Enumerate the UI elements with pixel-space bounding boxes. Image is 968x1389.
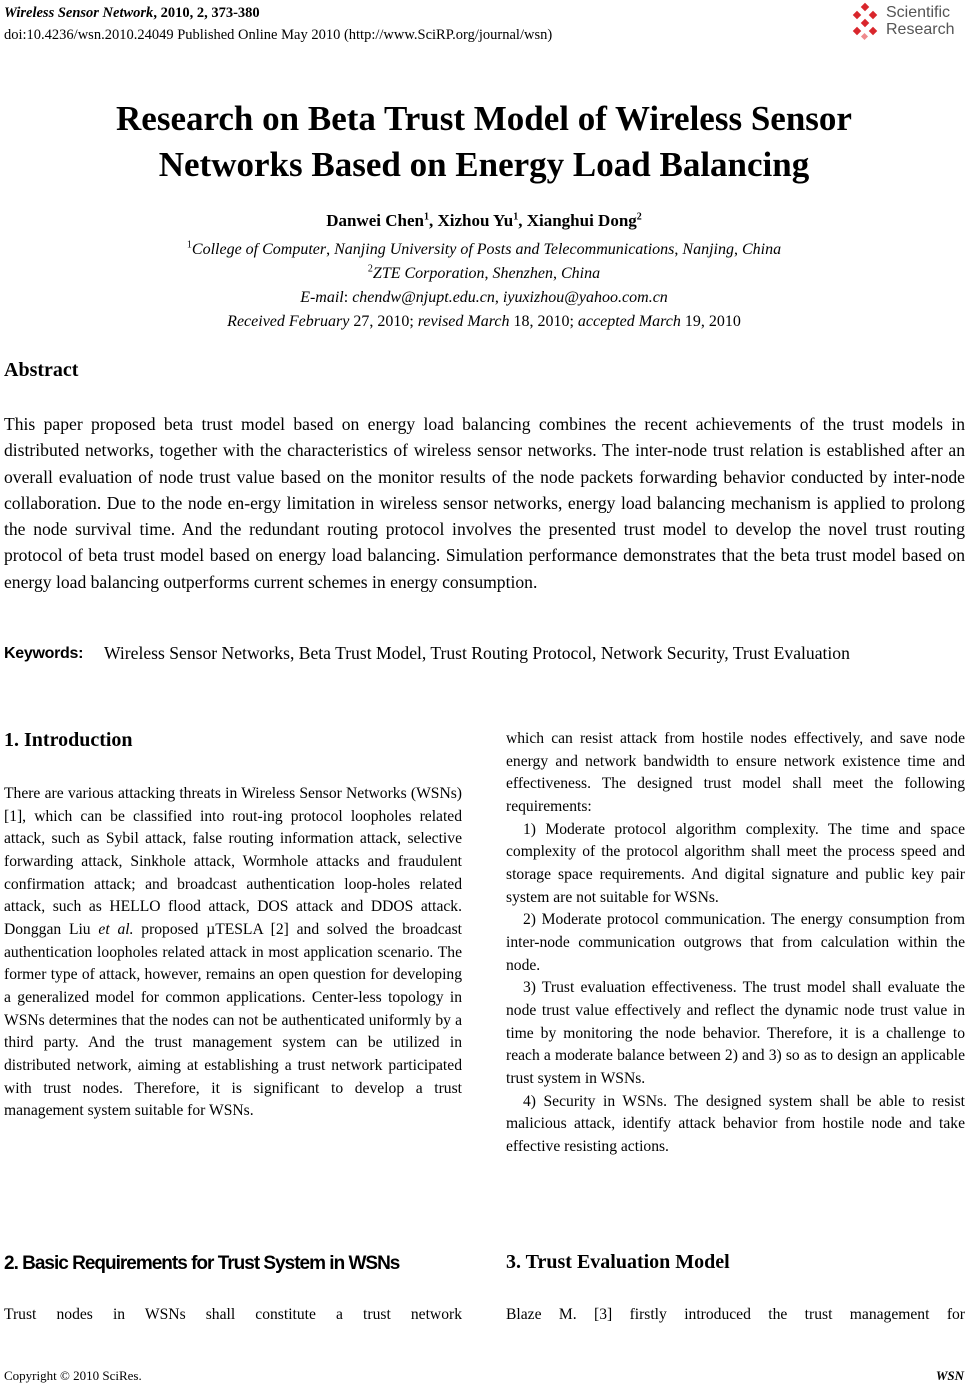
requirement-4: 4) Security in WSNs. The designed system shall be able to resist malicious attack, identify attack behavior from hostile node and take effective resisting actions. bbox=[506, 1092, 965, 1155]
affiliation-1: $^1$College of Computer, Nanjing University of Posts and Telecommunications, Nanjing, China bbox=[186, 239, 782, 258]
revised-label: revised March bbox=[417, 313, 510, 330]
paragraph: which can resist attack from hostile nodes effectively, and save node energy and network bandwidth to ensure network existence time and effectiveness. The designed trust model shall meet the following requirements: bbox=[506, 730, 965, 815]
section-1-text: There are various attacking threats in Wireless Sensor Networks (WSNs) [1], which can be classified into rout-ing protocol loopholes related attack, such as Sybil attack, false routing information attack, selective forwarding attack, Sinkhole attack, Wormhole attacks and fraudulent confirmation attack; and broadcast authentication loop-holes related attack, such as HELLO flood attack, DOS attack and DDOS attack. Donggan Liu bbox=[4, 785, 462, 938]
requirement-3: 3) Trust evaluation effectiveness. The trust model shall evaluate the node trust value effectively and reflect the dynamic node trust value in time by monitoring the node behavior. Therefore, it is a challenge to reach a moderate balance between 2) and 3) so as to design an applicable trust system in WSNs. bbox=[506, 979, 965, 1087]
title-line2: Networks Based on Energy Load Balancing bbox=[158, 145, 810, 184]
email-address[interactable]: chendw@njupt.edu.cn bbox=[352, 289, 495, 306]
author-list: Danwei Chen$^1$, Xizhou Yu$^1$, Xianghui Dong$^2$ bbox=[326, 211, 642, 230]
title-line1: Research on Beta Trust Model of Wireless Sensor bbox=[116, 99, 852, 138]
logo-line2: Research bbox=[886, 21, 955, 38]
logo-text bbox=[886, 4, 954, 38]
page-footer bbox=[4, 1368, 964, 1384]
keywords-value: Wireless Sensor Networks, Beta Trust Model, Trust Routing Protocol, Network Security, Trust Evaluation bbox=[104, 643, 850, 663]
dates-line bbox=[0, 313, 968, 331]
publisher-logo bbox=[848, 2, 968, 42]
email-line: E-mail: chendw@njupt.edu.cn, iyuxizhou@yahoo.com.cn bbox=[300, 289, 668, 306]
paper-title bbox=[0, 96, 968, 188]
logo-line1: Scientific bbox=[886, 4, 951, 21]
affiliation-number: 1 bbox=[186, 239, 192, 251]
revised-date: 18, 2010; bbox=[513, 313, 574, 330]
et-al: et al. bbox=[98, 920, 134, 938]
logo-diamond-icon bbox=[848, 2, 884, 42]
right-column-body bbox=[506, 728, 965, 1158]
received-label: Received February bbox=[227, 313, 350, 330]
affiliation-org: College of Computer bbox=[191, 241, 327, 258]
journal-abbr: WSN bbox=[935, 1368, 964, 1383]
journal-volume: , 2010, 2, 373-380 bbox=[153, 5, 260, 21]
section-1-text-cont: proposed µTESLA [2] and solved the broadcast authentication loopholes related attack in most application scenario. The former type of attack, however, remains an open question for developing a generalized model for common applications. Center-less topology in WSNs determines that the nodes can not be authenticated uniformly by a third party. And the trust management system can be utilized in distributed network, aiming at establishing a trust network participated with trust nodes. Therefore, it is significant to develop a trust management system suitable for WSNs. bbox=[4, 920, 462, 1120]
journal-name: Wireless Sensor Network bbox=[4, 5, 154, 21]
copyright: Copyright © 2010 SciRes. bbox=[4, 1368, 142, 1383]
accepted-date: 19, 2010 bbox=[684, 313, 741, 330]
doi-line: doi:10.4236/wsn.2010.24049 Published Online May 2010 (http://www.SciRP.org/journal/wsn) bbox=[4, 27, 553, 43]
affiliation-org: ZTE Corporation bbox=[372, 265, 485, 282]
requirement-1: 1) Moderate protocol algorithm complexity. The time and space complexity of the protocol algorithm shall meet the process speed and storage space requirements. And digital signature and public key pair system are not suitable for WSNs. bbox=[506, 820, 965, 906]
affiliation-number: 2 bbox=[367, 263, 373, 275]
author-name: Danwei Chen bbox=[326, 211, 424, 230]
journal-citation bbox=[4, 2, 552, 24]
author-name: Xianghui Dong bbox=[526, 211, 637, 230]
accepted-label: accepted March bbox=[577, 313, 681, 330]
section-2-heading: 2. Basic Requirements for Trust System in WSNs bbox=[4, 1253, 400, 1274]
email-address[interactable]: iyuxizhou@yahoo.com.cn bbox=[502, 289, 668, 306]
affiliation-2: $^2$ZTE Corporation, Shenzhen, China bbox=[367, 263, 601, 282]
author-name: Xizhou Yu bbox=[437, 211, 514, 230]
affiliation-country: China bbox=[560, 265, 601, 282]
section-1-body bbox=[4, 783, 462, 1123]
section-3-body: Blaze M. [3] firstly introduced the trust management for bbox=[506, 1306, 965, 1323]
abstract-heading: Abstract bbox=[4, 359, 79, 381]
author-affiliation-mark: 1 bbox=[513, 211, 519, 223]
author-affiliation-mark: 2 bbox=[636, 211, 642, 223]
author-affiliation-mark: 1 bbox=[423, 211, 429, 223]
journal-header bbox=[4, 2, 552, 46]
requirement-2: 2) Moderate protocol communication. The energy consumption from inter-node communication outgrows that from calculation within the node. bbox=[506, 911, 965, 974]
email-label: E-mail bbox=[300, 289, 344, 306]
section-1-heading: 1. Introduction bbox=[4, 729, 133, 751]
keywords-label: Keywords: bbox=[4, 645, 84, 662]
section-2-body: Trust nodes in WSNs shall constitute a trust network bbox=[4, 1306, 462, 1323]
affiliation-city: Shenzhen bbox=[492, 265, 553, 282]
affiliation-city: Nanjing bbox=[682, 241, 734, 258]
abstract-text: This paper proposed beta trust model based on energy load balancing combines the recent achievements of the trust models in distributed networks, together with the characteristics of wireless sensor networks. The inter-node trust relation is established after an overall evaluation of node trust value based on the monitor results of the node packets forwarding behavior conducted by inter-node collaboration. Due to the node en-ergy limitation in wireless sensor networks, energy load balancing mechanism is applied to prolong the node survival time. And the redundant routing protocol involves the presented trust model to develop the novel trust routing protocol of beta trust model based on energy load balancing. Simulation performance demonstrates that the beta trust model based on energy load balancing outperforms current schemes in energy consumption. bbox=[4, 414, 965, 592]
affiliation-org: Nanjing University of Posts and Telecommunications bbox=[334, 241, 675, 258]
affiliation-country: China bbox=[741, 241, 782, 258]
section-3-heading: 3. Trust Evaluation Model bbox=[506, 1251, 730, 1273]
received-date: 27, 2010; bbox=[353, 313, 414, 330]
